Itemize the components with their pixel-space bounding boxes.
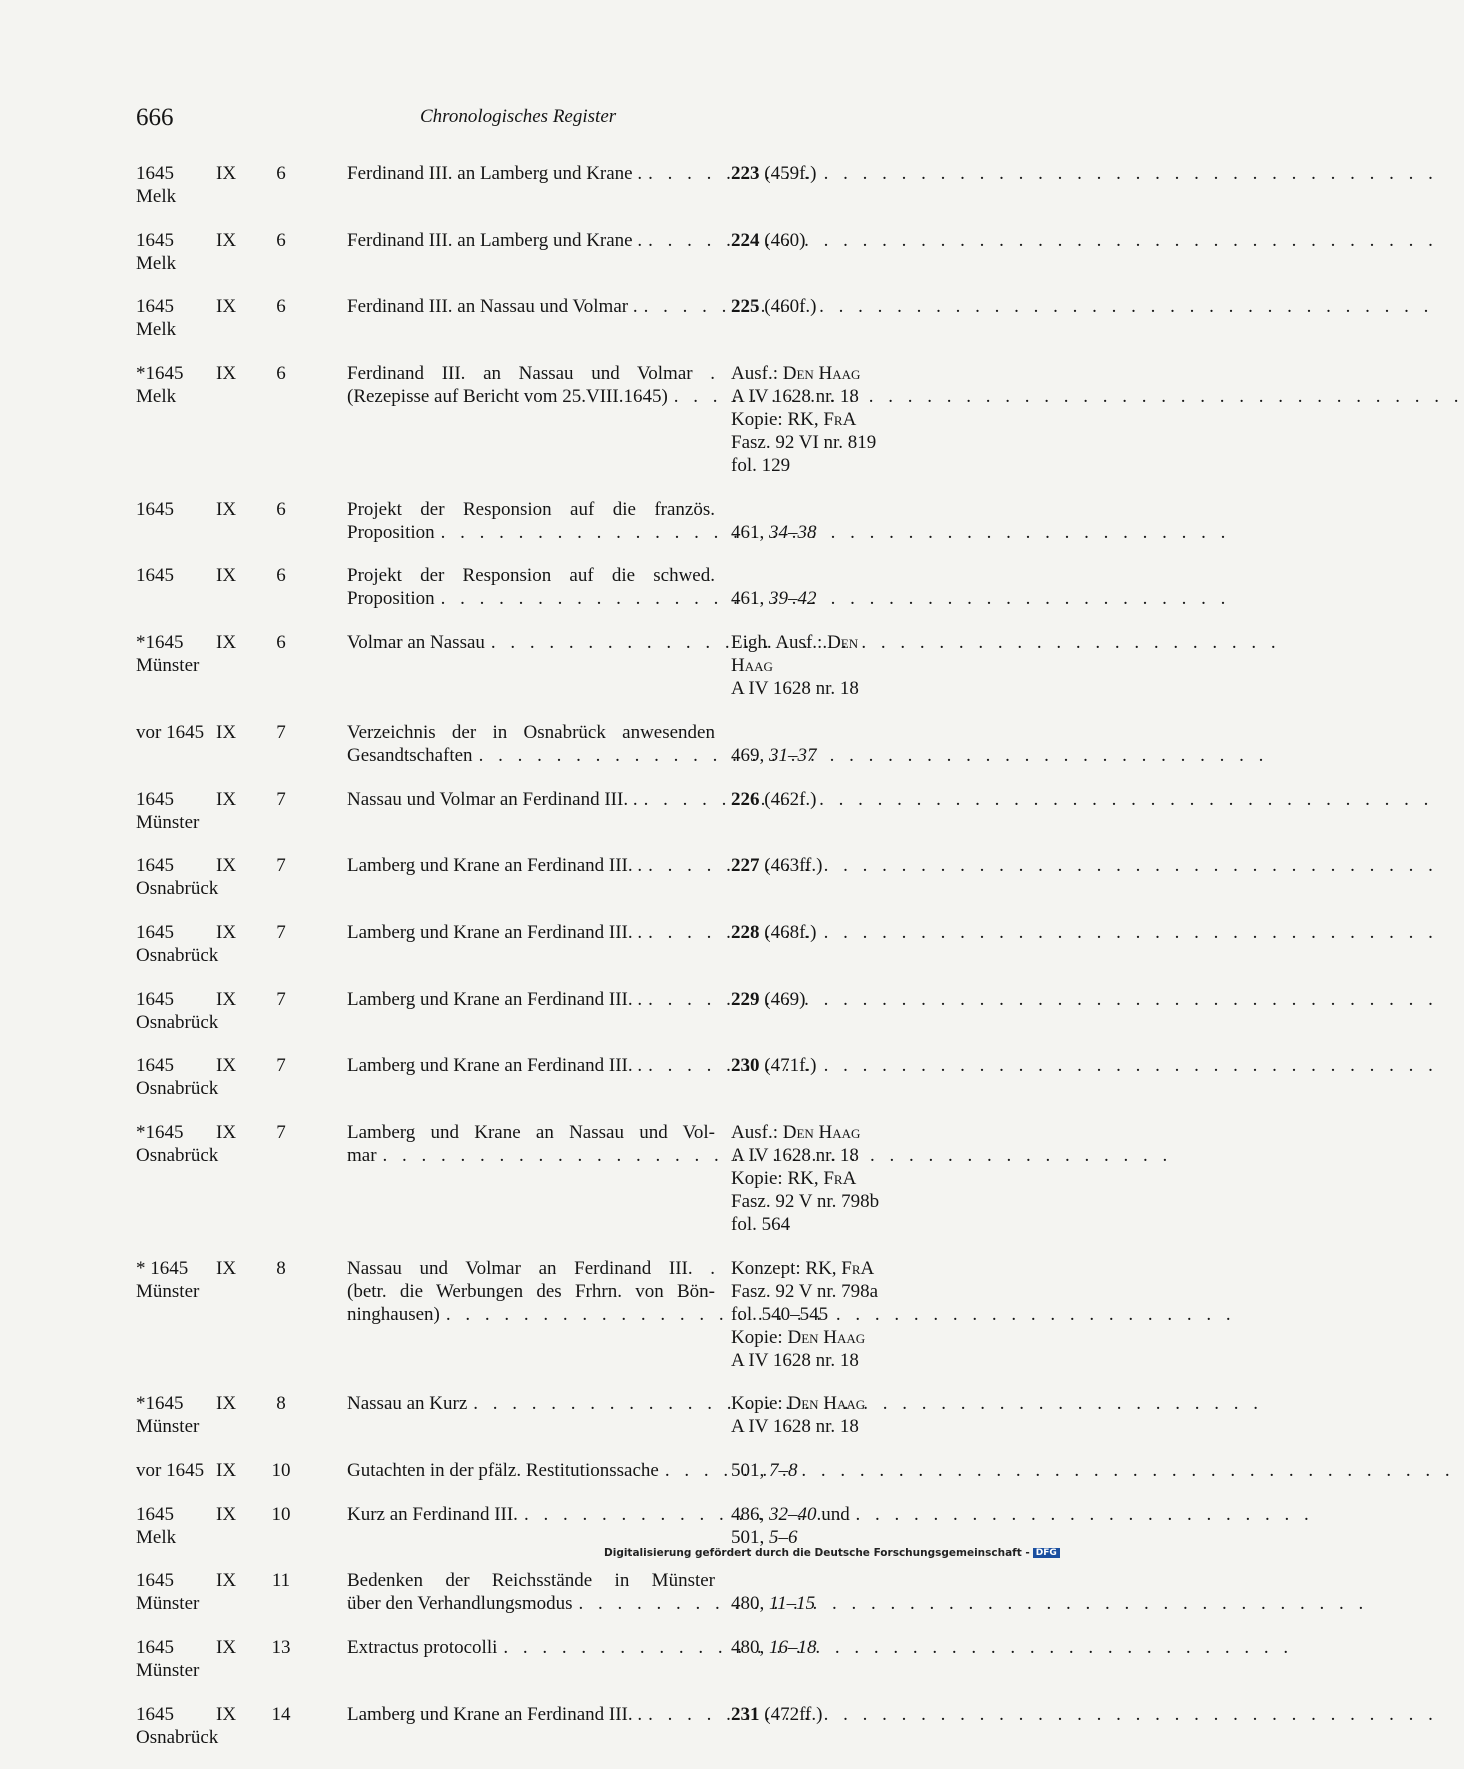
- entry-day: 7: [276, 1055, 286, 1077]
- entry-reference: [731, 1636, 931, 1659]
- entry-title-line: ninghausen): [347, 1303, 440, 1325]
- reference-text: 486,: [731, 1503, 769, 1525]
- entry-title-line: Gesandtschaften: [347, 744, 473, 766]
- entry-month: IX: [216, 1257, 237, 1279]
- entry-day: 7: [276, 921, 286, 943]
- entry-title-line: Verzeichnis der in Osnabrück anwesenden: [347, 721, 715, 743]
- entry-year: 1645: [136, 921, 174, 943]
- entry-reference: [731, 1257, 931, 1372]
- entry-year: vor 1645: [136, 721, 205, 743]
- entry-title: [347, 362, 715, 408]
- entry-year: 1645: [136, 855, 174, 877]
- entry-title-line: Projekt der Responsion auf die französ.: [347, 498, 715, 520]
- document-number: 227: [731, 855, 760, 877]
- entry-title: [347, 1636, 715, 1659]
- entry-year: 1645: [136, 565, 174, 587]
- reference-text: A IV 1628 nr. 18: [731, 1349, 859, 1371]
- entry-month: IX: [216, 1460, 237, 1481]
- entry-reference: [731, 988, 931, 1011]
- reference-text: A IV 1628 nr. 18: [731, 678, 859, 700]
- entry-reference: [731, 229, 931, 252]
- entry-title: [347, 498, 715, 544]
- document-number: 230: [731, 1055, 760, 1077]
- entry-month: IX: [216, 498, 237, 520]
- entry-year: *1645: [136, 1121, 184, 1143]
- document-number: 229: [731, 988, 760, 1010]
- entry-month: IX: [216, 1503, 237, 1525]
- entry-reference: [731, 1569, 931, 1615]
- entry-title-line: Ferdinand III. an Lamberg und Krane .: [347, 163, 643, 184]
- reference-text: Den Haag: [787, 1326, 866, 1348]
- reference-text: FrA: [823, 1167, 857, 1189]
- entry-title-line: Bedenken der Reichsstände in Münster: [347, 1570, 715, 1592]
- reference-text: Kopie:: [731, 1326, 788, 1348]
- entry-day: 10: [271, 1503, 291, 1525]
- entry-year: 1645: [136, 163, 174, 184]
- reference-text: 461,: [731, 521, 769, 543]
- reference-text: 461,: [731, 588, 769, 610]
- reference-text: (469): [759, 988, 806, 1010]
- register-entry: [0, 162, 1000, 229]
- entry-year: 1645: [136, 1503, 174, 1525]
- entry-place: Münster: [136, 1593, 200, 1615]
- entry-place: Melk: [136, 186, 177, 207]
- entry-day: 6: [276, 229, 286, 251]
- entry-month: IX: [216, 163, 237, 184]
- entry-month: IX: [216, 296, 237, 318]
- entry-year: 1645: [136, 988, 174, 1010]
- register-entry: [0, 362, 1000, 498]
- entry-place: Münster: [136, 655, 200, 677]
- entry-year: 1645: [136, 1570, 174, 1592]
- entry-day: 7: [276, 855, 286, 877]
- entry-reference: [731, 295, 931, 318]
- register-entry: [0, 854, 1000, 921]
- reference-text: Fasz. 92 VI nr. 819: [731, 432, 877, 454]
- reference-text: fol. 129: [731, 455, 791, 477]
- reference-text: und: [816, 1503, 850, 1525]
- running-title: Chronologisches Register: [420, 106, 617, 127]
- entry-title-line: Lamberg und Krane an Ferdinand III. .: [347, 1055, 643, 1077]
- entry-title-line: über den Verhandlungsmodus: [347, 1593, 573, 1615]
- entry-title-line: Lamberg und Krane an Nassau und Vol-: [347, 1121, 715, 1143]
- reference-text: 16–18: [769, 1637, 817, 1659]
- entry-place: Münster: [136, 811, 200, 833]
- leader-dots: [573, 1592, 1369, 1615]
- entry-title-line: (Rezepisse auf Bericht vom 25.VIII.1645): [347, 386, 668, 408]
- document-number: 231: [731, 1703, 760, 1725]
- reference-text: A IV 1628 nr. 18: [731, 1416, 859, 1438]
- document-number: 223: [731, 163, 760, 184]
- reference-text: 501,: [731, 1526, 769, 1548]
- reference-text: 31–37: [769, 744, 817, 766]
- entry-title-line: Nassau an Kurz: [347, 1393, 468, 1415]
- reference-text: Konzept: RK,: [731, 1257, 842, 1279]
- dfg-logo: DFG: [1033, 1548, 1060, 1558]
- entry-title: [347, 721, 715, 767]
- register-entry: [0, 921, 1000, 988]
- reference-text: Den: [827, 632, 859, 654]
- entry-reference: [731, 362, 931, 477]
- entry-place: Osnabrück: [136, 1011, 219, 1033]
- reference-text: FrA: [841, 1257, 875, 1279]
- reference-text: Haag: [731, 655, 773, 677]
- entry-place: Münster: [136, 1280, 200, 1302]
- entry-year: 1645: [136, 788, 174, 810]
- entry-year: 1645: [136, 498, 174, 520]
- reference-text: Ausf.:: [731, 1121, 783, 1143]
- entry-title: [347, 1503, 715, 1526]
- reference-text: Ausf.:: [731, 363, 783, 385]
- entry-place: Osnabrück: [136, 1726, 219, 1748]
- entry-year: 1645: [136, 229, 174, 251]
- entry-title: [347, 854, 715, 877]
- chronological-register: [0, 162, 1000, 1769]
- entry-year: *1645: [136, 363, 184, 385]
- entry-year: vor 1645: [136, 1460, 205, 1481]
- entry-reference: [731, 721, 931, 767]
- reference-text: 34–38: [769, 521, 817, 543]
- reference-text: Fasz. 92 V nr. 798b: [731, 1190, 880, 1212]
- entry-place: Osnabrück: [136, 878, 219, 900]
- entry-day: 6: [276, 296, 286, 318]
- entry-month: IX: [216, 921, 237, 943]
- entry-title-line: Lamberg und Krane an Ferdinand III. .: [347, 921, 643, 943]
- reference-text: 480,: [731, 1593, 769, 1615]
- entry-day: 13: [271, 1637, 291, 1659]
- entry-month: IX: [216, 855, 237, 877]
- entry-month: IX: [216, 788, 237, 810]
- entry-reference: [731, 1392, 931, 1438]
- entry-month: IX: [216, 229, 237, 251]
- register-entry: [0, 1121, 1000, 1257]
- entry-day: 8: [276, 1393, 286, 1415]
- entry-reference: [731, 1459, 931, 1482]
- entry-reference: [731, 631, 931, 700]
- entry-title-line: Volmar an Nassau: [347, 632, 485, 654]
- entry-reference: [731, 1503, 931, 1549]
- register-entry: [0, 721, 1000, 788]
- entry-day: 11: [271, 1570, 291, 1592]
- entry-title: [347, 1459, 715, 1482]
- entry-reference: [731, 1703, 931, 1726]
- entry-day: 6: [276, 363, 286, 385]
- footer-text: Digitalisierung gefördert durch die Deutsche Forschungsgemeinschaft -: [604, 1547, 1030, 1559]
- reference-text: FrA: [823, 409, 857, 431]
- entry-place: Osnabrück: [136, 1144, 219, 1166]
- register-entry: [0, 229, 1000, 296]
- entry-title-line: Ferdinand III. an Nassau und Volmar .: [347, 363, 715, 385]
- reference-text: 5–6: [769, 1526, 798, 1548]
- entry-reference: [731, 788, 931, 811]
- entry-month: IX: [216, 1055, 237, 1077]
- document-number: 228: [731, 921, 760, 943]
- entry-place: Osnabrück: [136, 944, 219, 966]
- entry-title: [347, 1054, 715, 1077]
- reference-text: 32–40: [769, 1503, 817, 1525]
- register-entry: [0, 1054, 1000, 1121]
- reference-text: 501,: [731, 1460, 769, 1481]
- entry-title: [347, 1257, 715, 1326]
- entry-title: [347, 921, 715, 944]
- entry-place: Melk: [136, 319, 177, 341]
- entry-year: 1645: [136, 1637, 174, 1659]
- entry-title: [347, 631, 715, 654]
- page-header: [0, 104, 1000, 134]
- register-entry: [0, 1569, 1000, 1636]
- entry-day: 6: [276, 163, 286, 184]
- register-entry: [0, 1392, 1000, 1459]
- reference-text: Kopie:: [731, 1393, 788, 1415]
- entry-title-line: (betr. die Werbungen des Frhrn. von Bön-: [347, 1280, 715, 1302]
- entry-title: [347, 1392, 715, 1415]
- entry-title-line: Proposition: [347, 521, 435, 543]
- entry-month: IX: [216, 1393, 237, 1415]
- entry-title-line: Kurz an Ferdinand III.: [347, 1503, 518, 1525]
- entry-month: IX: [216, 1570, 237, 1592]
- entry-day: 7: [276, 721, 286, 743]
- reference-text: fol. 540–545: [731, 1303, 829, 1325]
- reference-text: (459f.): [759, 163, 817, 184]
- document-number: 224: [731, 229, 760, 251]
- entry-reference: [731, 921, 931, 944]
- entry-place: Melk: [136, 1526, 177, 1548]
- entry-title-line: Nassau und Volmar an Ferdinand III. .: [347, 788, 638, 810]
- reference-text: (460f.): [759, 296, 817, 318]
- reference-text: Den Haag: [787, 1393, 866, 1415]
- reference-text: 39–42: [769, 588, 817, 610]
- entry-month: IX: [216, 632, 237, 654]
- register-entry: [0, 988, 1000, 1055]
- entry-title-line: Nassau und Volmar an Ferdinand III. .: [347, 1257, 715, 1279]
- entry-day: 6: [276, 498, 286, 520]
- entry-title-line: Ferdinand III. an Nassau und Volmar .: [347, 296, 638, 318]
- entry-title-line: Extractus protocolli: [347, 1637, 498, 1659]
- entry-month: IX: [216, 565, 237, 587]
- entry-title: [347, 162, 715, 185]
- entry-title: [347, 1121, 715, 1167]
- entry-month: IX: [216, 1637, 237, 1659]
- entry-title: [347, 988, 715, 1011]
- entry-title: [347, 564, 715, 610]
- entry-year: 1645: [136, 1703, 174, 1725]
- register-entry: [0, 1703, 1000, 1769]
- entry-place: Osnabrück: [136, 1078, 219, 1100]
- register-entry: [0, 1257, 1000, 1393]
- reference-text: 469,: [731, 744, 769, 766]
- entry-title-line: Projekt der Responsion auf die schwed.: [347, 565, 715, 587]
- page-number: 666: [136, 104, 174, 131]
- reference-text: 11–15: [769, 1593, 816, 1615]
- reference-text: (471f.): [759, 1055, 817, 1077]
- entry-month: IX: [216, 721, 237, 743]
- register-entry: [0, 564, 1000, 631]
- entry-day: 6: [276, 632, 286, 654]
- register-entry: [0, 498, 1000, 565]
- reference-text: Kopie: RK,: [731, 1167, 824, 1189]
- entry-month: IX: [216, 988, 237, 1010]
- digitization-footer: [604, 1547, 1060, 1559]
- register-entry: [0, 1503, 1000, 1570]
- reference-text: Fasz. 92 V nr. 798a: [731, 1280, 879, 1302]
- register-entry: [0, 788, 1000, 855]
- entry-place: Münster: [136, 1660, 200, 1682]
- entry-title: [347, 1569, 715, 1615]
- reference-text: fol. 564: [731, 1213, 791, 1235]
- entry-day: 6: [276, 565, 286, 587]
- reference-text: Den Haag: [782, 1121, 861, 1143]
- reference-text: Kopie: RK,: [731, 409, 824, 431]
- entry-place: Melk: [136, 386, 177, 408]
- reference-text: (472ff.): [759, 1703, 823, 1725]
- entry-reference: [731, 162, 931, 185]
- entry-day: 7: [276, 1121, 286, 1143]
- entry-title-line: Gutachten in der pfälz. Restitutionssache: [347, 1460, 659, 1481]
- entry-title-line: Lamberg und Krane an Ferdinand III. .: [347, 855, 643, 877]
- register-entry: [0, 1459, 1000, 1503]
- entry-title: [347, 788, 715, 811]
- document-number: 225: [731, 296, 760, 318]
- entry-reference: [731, 1121, 931, 1236]
- reference-text: (468f.): [759, 921, 817, 943]
- entry-title: [347, 1703, 715, 1726]
- entry-title-line: Lamberg und Krane an Ferdinand III. .: [347, 1703, 643, 1725]
- entry-title-line: Lamberg und Krane an Ferdinand III. .: [347, 988, 643, 1010]
- entry-year: *1645: [136, 1393, 184, 1415]
- entry-reference: [731, 1054, 931, 1077]
- entry-title-line: Ferdinand III. an Lamberg und Krane .: [347, 229, 643, 251]
- entry-place: Münster: [136, 1416, 200, 1438]
- entry-month: IX: [216, 1121, 237, 1143]
- register-entry: [0, 1636, 1000, 1703]
- entry-day: 7: [276, 788, 286, 810]
- entry-year: 1645: [136, 1055, 174, 1077]
- reference-text: (462f.): [759, 788, 817, 810]
- document-number: 226: [731, 788, 760, 810]
- entry-reference: [731, 564, 931, 610]
- reference-text: A IV 1628 nr. 18: [731, 1144, 859, 1166]
- entry-reference: [731, 854, 931, 877]
- entry-year: *1645: [136, 632, 184, 654]
- entry-title-line: Proposition: [347, 588, 435, 610]
- reference-text: A IV 1628 nr. 18: [731, 386, 859, 408]
- entry-year: * 1645: [136, 1257, 189, 1279]
- entry-day: 10: [271, 1460, 291, 1481]
- entry-day: 8: [276, 1257, 286, 1279]
- reference-text: Den Haag: [782, 363, 861, 385]
- reference-text: 480,: [731, 1637, 769, 1659]
- entry-title: [347, 295, 715, 318]
- reference-text: Eigh. Ausf.:: [731, 632, 828, 654]
- entry-day: 14: [271, 1703, 291, 1725]
- entry-month: IX: [216, 363, 237, 385]
- entry-place: Melk: [136, 252, 177, 274]
- register-entry: [0, 631, 1000, 721]
- entry-title-line: mar: [347, 1144, 377, 1166]
- entry-day: 7: [276, 988, 286, 1010]
- register-entry: [0, 295, 1000, 362]
- entry-month: IX: [216, 1703, 237, 1725]
- entry-year: 1645: [136, 296, 174, 318]
- reference-text: 7–8: [769, 1460, 798, 1481]
- reference-text: (463ff.): [759, 855, 823, 877]
- reference-text: (460): [759, 229, 806, 251]
- entry-reference: [731, 498, 931, 544]
- entry-title: [347, 229, 715, 252]
